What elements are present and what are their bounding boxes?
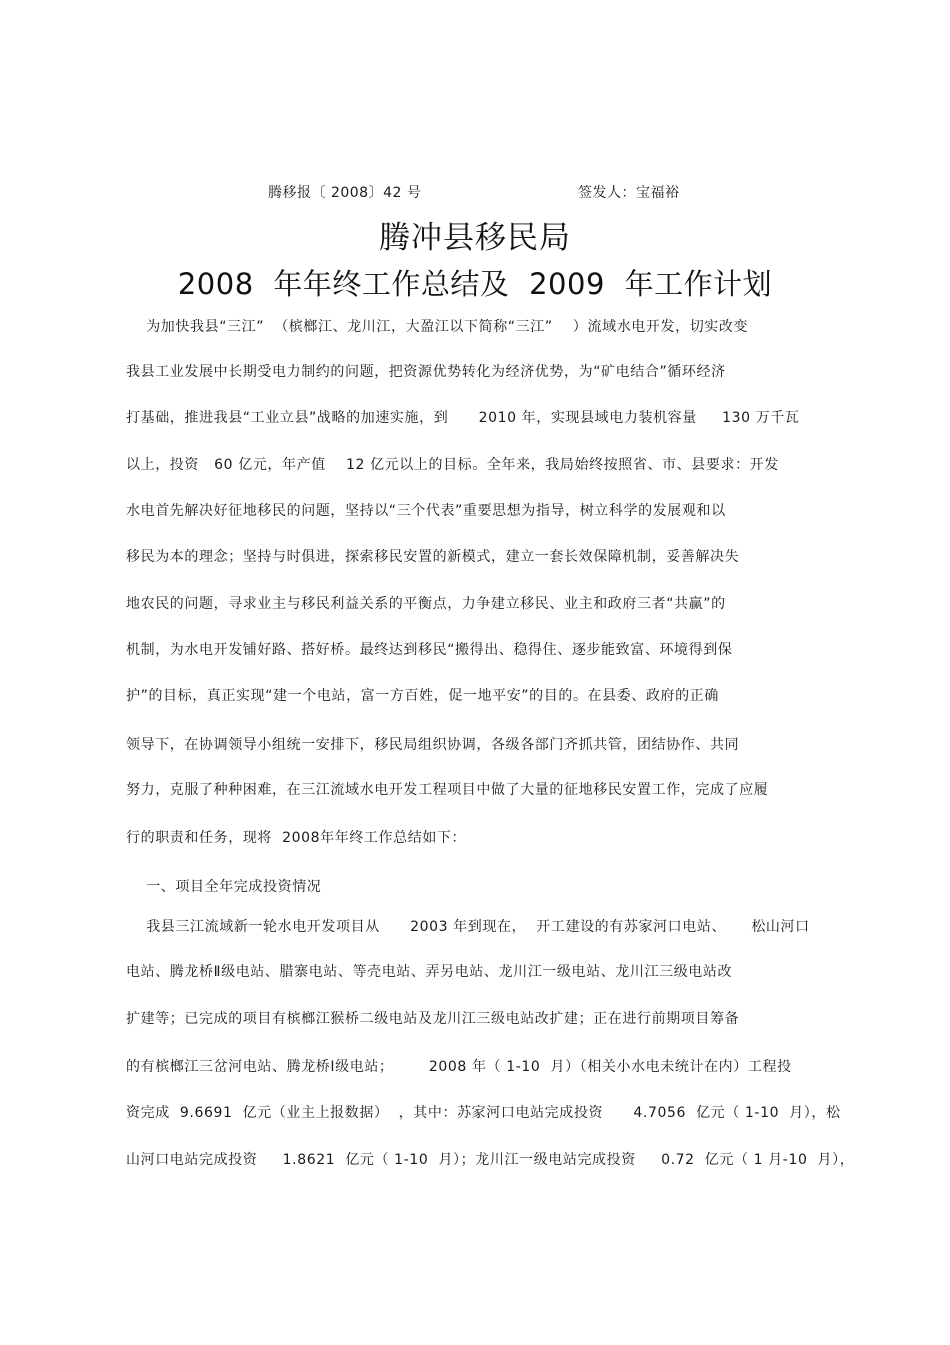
body-line: 努力，克服了种种困难，在三江流域水电开发工程项目中做了大量的征地移民安置工作，完成了应履 xyxy=(126,782,769,798)
section-heading: 一、项目全年完成投资情况 xyxy=(126,879,322,895)
body-line: 护”的目标，真正实现“建一个电站，富一方百姓，促一地平安”的目的。在县委、政府的正确 xyxy=(126,688,719,704)
document-number: 腾移报〔 2008〕42 号 xyxy=(268,185,422,201)
body-line: 扩建等；已完成的项目有槟榔江猴桥二级电站及龙川江三级电站改扩建；正在进行前期项目筹备 xyxy=(126,1011,740,1027)
body-line: 我县三江流域新一轮水电开发项目从 2003 年到现在， 开工建设的有苏家河口电站、 松山河口 xyxy=(126,919,810,935)
body-line: 机制，为水电开发铺好路、搭好桥。最终达到移民“搬得出、稳得住、逐步能致富、环境得到保 xyxy=(126,642,733,658)
body-line: 资完成 9.6691 亿元（业主上报数据） ，其中：苏家河口电站完成投资 4.7056 亿元（ 1-10 月），松 xyxy=(126,1105,841,1121)
document-subtitle: 2008 年年终工作总结及 2009 年工作计划 xyxy=(177,267,773,301)
body-line: 水电首先解决好征地移民的问题，坚持以“三个代表”重要思想为指导，树立科学的发展观和以 xyxy=(126,503,726,519)
signer-line: 签发人：宝福裕 xyxy=(578,185,680,201)
body-line: 以上，投资 60 亿元，年产值 12 亿元以上的目标。全年来，我局始终按照省、市、县要求：开发 xyxy=(126,457,779,473)
document-title: 腾冲县移民局 xyxy=(379,220,571,256)
body-line: 我县工业发展中长期受电力制约的问题，把资源优势转化为经济优势，为“矿电结合”循环经济 xyxy=(126,364,726,380)
body-line: 地农民的问题，寻求业主与移民利益关系的平衡点，力争建立移民、业主和政府三者“共赢”的 xyxy=(126,596,726,612)
body-line: 领导下，在协调领导小组统一安排下，移民局组织协调，各级各部门齐抓共管，团结协作、共同 xyxy=(126,737,740,753)
body-line: 为加快我县“三江” （槟榔江、龙川江，大盈江以下简称“三江” ）流域水电开发，切实改变 xyxy=(126,319,749,335)
body-line: 的有槟榔江三岔河电站、腾龙桥Ⅰ级电站； 2008 年（ 1-10 月）（相关小水电未统计在内）工程投 xyxy=(126,1059,792,1075)
body-line: 移民为本的理念；坚持与时俱进，探索移民安置的新模式，建立一套长效保障机制，妥善解决失 xyxy=(126,549,740,565)
body-line: 行的职责和任务，现将 2008年年终工作总结如下： xyxy=(126,830,467,846)
body-line: 山河口电站完成投资 1.8621 亿元（ 1-10 月）；龙川江一级电站完成投资 0.72 亿元（ 1 月-10 月）， xyxy=(126,1152,855,1168)
body-line: 打基础，推进我县“工业立县”战略的加速实施，到 2010 年，实现县域电力装机容量 130 万千瓦 xyxy=(126,410,800,426)
body-line: 电站、腾龙桥Ⅱ级电站、腊寨电站、等壳电站、弄另电站、龙川江一级电站、龙川江三级电站改 xyxy=(126,964,733,980)
